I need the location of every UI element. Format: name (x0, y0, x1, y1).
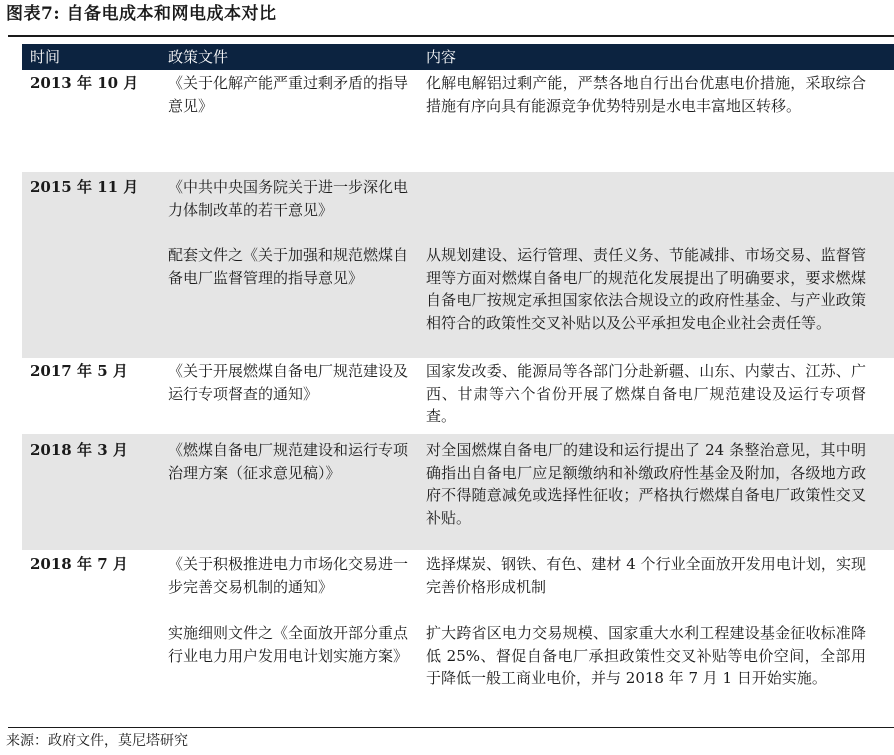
table-header (22, 44, 894, 70)
row-content: 从规划建设、运行管理、责任义务、节能减排、市场交易、监督管理等方面对燃煤自备电厂的规范化发展提出了明确要求，要求燃煤自备电厂按规定承担国家依法合规设立的政府性基金、与产业政策相符合的政策性交叉补贴以及公平承担发电企业社会责任等。 (426, 246, 866, 332)
header-content: 内容 (426, 48, 457, 66)
row-policy-document: 《关于开展燃煤自备电厂规范建设及运行专项督查的通知》 (168, 362, 409, 403)
source-note: 来源：政府文件，莫尼塔研究 (6, 733, 188, 749)
row-content: 选择煤炭、钢铁、有色、建材 4 个行业全面放开发用电计划，实现完善价格形成机制 (426, 555, 866, 596)
row-time: 2018 年 3 月 (30, 441, 128, 459)
row-policy-document: 《中共中央国务院关于进一步深化电力体制改革的若干意见》 (168, 178, 409, 219)
row-implementation-document: 实施细则文件之《全面放开部分重点行业电力用户发用电计划实施方案》 (168, 624, 409, 665)
table-row (22, 550, 894, 726)
table-row (22, 172, 894, 358)
table-row (22, 434, 894, 550)
row-content: 对全国燃煤自备电厂的建设和运行提出了 24 条整治意见，其中明确指出自备电厂应足额缴纳和补缴政府性基金及附加，各级地方政府不得随意减免或选择性征收；严格执行燃煤自备电厂政策性交叉补贴。 (426, 441, 866, 527)
row-policy-document: 《关于积极推进电力市场化交易进一步完善交易机制的通知》 (168, 555, 409, 596)
row-policy-document: 《关于化解产能严重过剩矛盾的指导意见》 (168, 74, 409, 115)
table-row (22, 358, 894, 434)
row-time: 2015 年 11 月 (30, 178, 139, 196)
table-row (22, 70, 894, 172)
row-policy-document: 《燃煤自备电厂规范建设和运行专项治理方案（征求意见稿）》 (168, 441, 409, 482)
bottom-rule (8, 727, 894, 728)
row-time: 2017 年 5 月 (30, 362, 128, 380)
header-time: 时间 (30, 48, 61, 66)
figure-title: 图表7: 自备电成本和网电成本对比 (6, 4, 277, 24)
top-rule (8, 35, 894, 37)
row-supporting-document: 配套文件之《关于加强和规范燃煤自备电厂监督管理的指导意见》 (168, 246, 409, 287)
row-time: 2013 年 10 月 (30, 74, 139, 92)
row-content-detail: 扩大跨省区电力交易规模、国家重大水利工程建设基金征收标准降低 25%、督促自备电厂承担政策性交叉补贴等电价空间，全部用于降低一般工商业电价，并与 2018 年 7 月 1 日开始实施。 (426, 624, 866, 687)
header-policy-document: 政策文件 (168, 48, 229, 66)
row-content: 化解电解铝过剩产能，严禁各地自行出台优惠电价措施，采取综合措施有序向具有能源竞争优势特别是水电丰富地区转移。 (426, 74, 866, 115)
row-content: 国家发改委、能源局等各部门分赴新疆、山东、内蒙古、江苏、广西、甘肃等六个省份开展了燃煤自备电厂规范建设及运行专项督查。 (426, 362, 866, 425)
row-time: 2018 年 7 月 (30, 555, 128, 573)
